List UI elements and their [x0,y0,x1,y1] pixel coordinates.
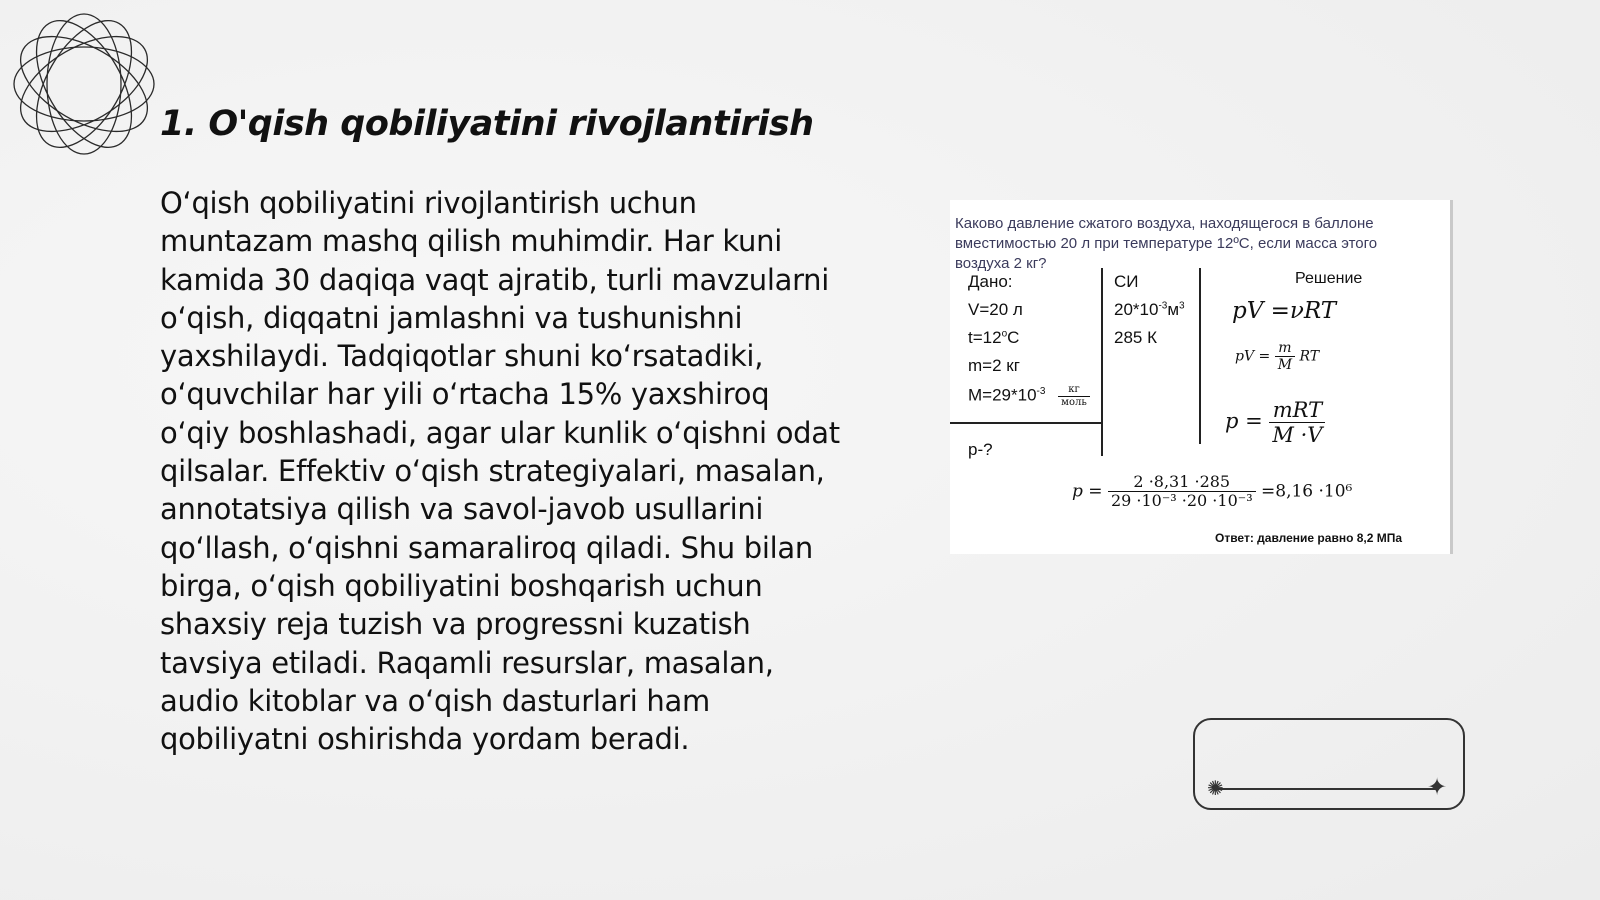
given-divider [950,422,1102,424]
given-temperature: $t=12^oC$ [968,328,1020,347]
sparkle-icon: ✦ [1427,773,1448,801]
sun-icon: ✺ [1207,776,1224,800]
formula-ideal-gas: pV =νRT [1232,298,1337,324]
slider-track [1217,788,1439,790]
given-volume: V=20 л [968,300,1023,319]
slide-title: 1. O'qish qobiliyatini rivojlantirish [160,104,814,144]
column-divider-1 [1101,268,1103,456]
formula-pressure: p = $\frac{\text{mRT}}{M \cdot V}$ [1225,398,1325,447]
given-mass: m=2 кг [968,356,1020,375]
formula-calculation: p = $\frac{2 \cdot 8,31 \cdot 285}{\text{29 ·10⁻³ ·20 ·10⁻³}}$ =8,16 ·10⁶ [1072,472,1353,511]
formula-substituted: pV = $\frac{m}{M}$ RT [1235,340,1320,374]
decorative-slider-card [1193,718,1465,810]
spirograph-logo-icon [10,10,158,158]
physics-problem-image [950,200,1453,554]
body-paragraph: O‘qish qobiliyatini rivojlantirish uchun muntazam mashq qilish muhimdir. Har kuni kamida 30 daqiqa vaqt ajratib, turli mavzularni o‘qish, diqqatni jamlashni va tushunishni yaxshilaydi. Tadqiqotlar shuni ko‘rsatadiki, o‘quvchilar har yili o‘rtacha 15% yaxshiroq o‘qiy boshlashadi, agar ular kunlik o‘qishni odat qilsalar. Effektiv o‘qish strategiyalari, masalan, annotatsiya qilish va savol-javob usullarini qo‘llash, o‘qishni samaraliroq qiladi. Shu bilan birga, o‘qish qobiliyatini boshqarish uchun shaxsiy reja tuzish va progressni kuzatish tavsiya etiladi. Raqamli resurslar, masalan, audio kitoblar va o‘qish dasturlari ham qobiliyatni oshirishda yordam beradi. [160,186,840,757]
problem-question: Каково давление сжатого воздуха, находящегося в баллоне вместимостью 20 л при температуре 12ºС, если масса этого воздуха 2 кг? [955,215,1378,272]
column-divider-2 [1199,268,1201,444]
solution-header: Решение [1295,270,1363,287]
given-molar-mass: $M=29*10^{-3}$ $\frac{кг}{\text{моль}}$ [968,384,1090,408]
si-volume: $20*10^{-3}м^3$ [1114,300,1185,319]
given-header: Дано: [968,272,1013,291]
si-header: СИ [1114,272,1139,291]
si-temperature: 285 К [1114,328,1157,347]
problem-answer: Ответ: давление равно 8,2 МПа [1215,531,1403,545]
given-unknown: p-? [968,440,993,459]
